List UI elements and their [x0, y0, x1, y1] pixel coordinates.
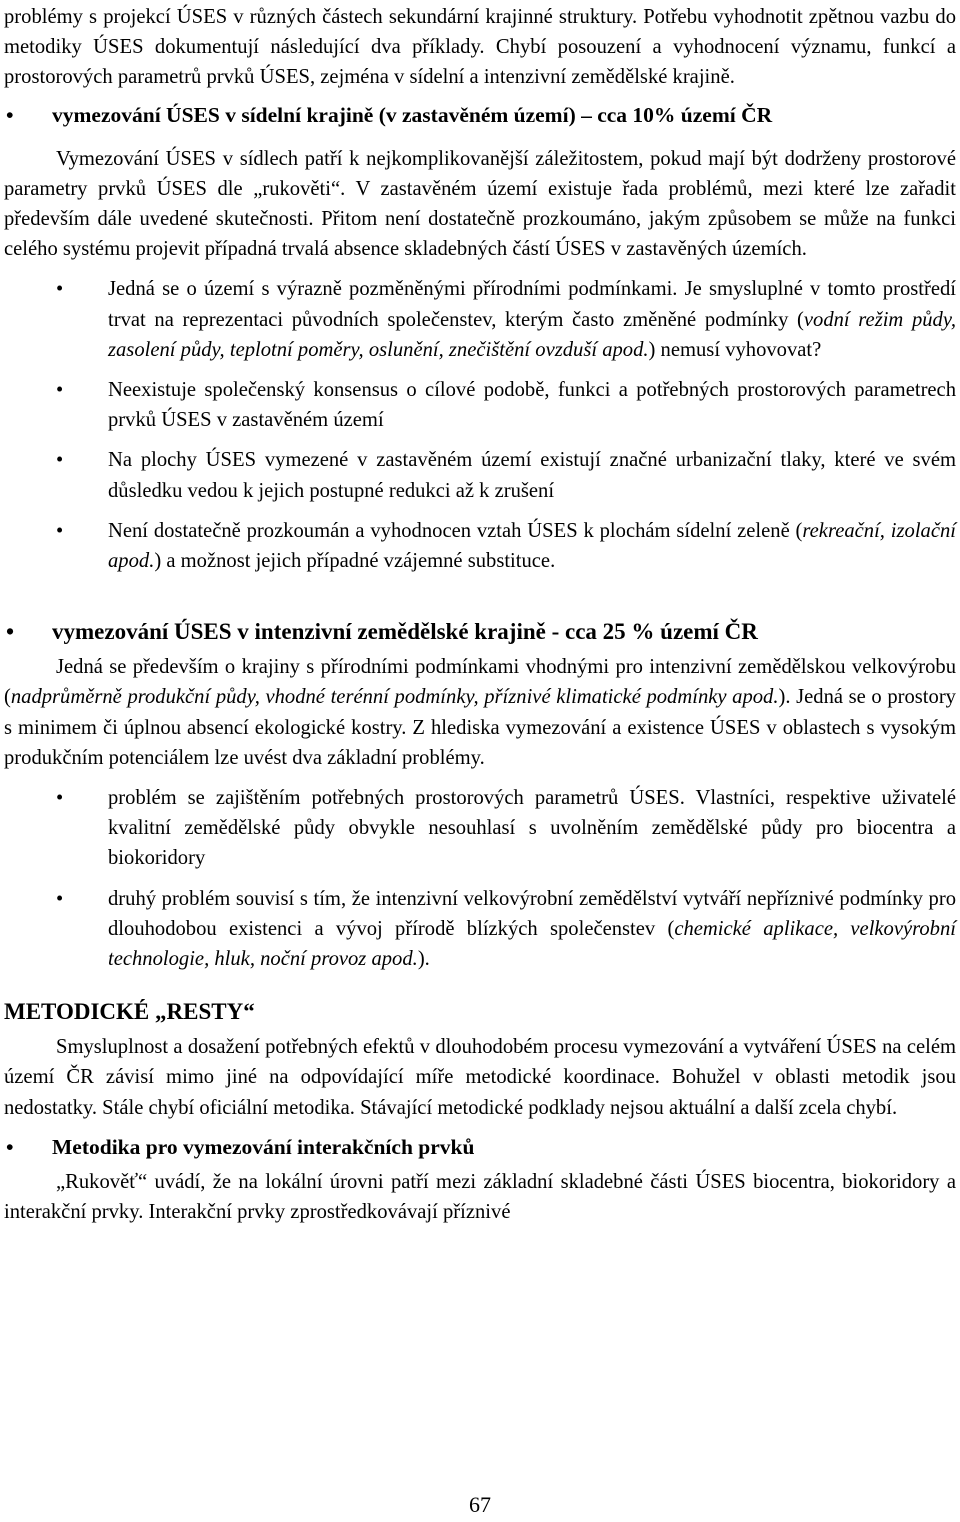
list-item — [4, 445, 956, 505]
list-item-text: Neexistuje společenský konsensus o cílové podobě, funkci a potřebných prostorových parametrech prvků ÚSES v zastavěném území — [108, 379, 956, 432]
bullet-icon: • — [56, 787, 64, 810]
list-item — [4, 375, 956, 435]
list-item — [4, 274, 956, 365]
settlement-bullet-list — [4, 274, 956, 576]
heading-text: vymezování ÚSES v intenzivní zemědělské krajině - cca 25 % území ČR — [52, 619, 758, 645]
bullet-icon: • — [56, 887, 64, 910]
list-item — [4, 516, 956, 576]
bullet-icon: • — [6, 619, 15, 645]
document-page — [4, 2, 956, 1227]
list-item — [4, 783, 956, 874]
list-item-text: Na plochy ÚSES vymezené v zastavěném území existují značné urbanizační tlaky, které ve svém důsledku vedou k jejich postupné redukci až k zrušení — [108, 449, 956, 502]
bullet-icon: • — [6, 102, 14, 127]
methodical-paragraph: Smysluplnost a dosažení potřebných efektů v dlouhodobém procesu vymezování a vytváření ÚSES na celém území ČR závisí mimo jiné na odpovídající míře metodické koordinace. Bohužel v oblasti metodik jsou nedostatky. Stále chybí oficiální metodika. Stávající metodické podklady nejsou aktuální a další zcela chybí. — [4, 1036, 956, 1119]
section-heading-agricultural-landscape — [4, 616, 956, 648]
heading-text: vymezování ÚSES v sídelní krajině (v zastavěném území) – cca 10% území ČR — [52, 102, 773, 127]
list-item — [4, 884, 956, 975]
list-item-text: Není dostatečně prozkoumán a vyhodnocen vztah ÚSES k plochám sídelní zeleně (rekreační, izolační apod.) a možnost jejich případné vzájemné substituce. — [108, 519, 956, 573]
bullet-icon: • — [56, 278, 64, 301]
list-item-text: Jedná se o území s výrazně pozměněnými přírodními podmínkami. Je smysluplné v tomto prostředí trvat na reprezentaci původních společenstev, kterým často změněné podmínky (vodní režim půdy, zasolení půdy, teplotní poměry, oslunění, znečištění ovzduší apod.) nemusí vyhovovat? — [108, 278, 957, 361]
settlement-paragraph: Vymezování ÚSES v sídlech patří k nejkomplikovanější záležitostem, pokud mají být dodrženy prostorové parametry prvků ÚSES dle „rukověti“. V zastavěném území existuje řada problémů, mezi které lze zařadit především dále uvedené skutečnosti. Přitom není dostatečně prozkoumáno, jakým způsobem se může na funkci celého systému projevit případná trvalá absence skladebných částí ÚSES v zastavěných územích. — [4, 147, 956, 261]
agricultural-paragraph: Jedná se především o krajiny s přírodními podmínkami vhodnými pro intenzivní zemědělskou velkovýrobu (nadprůměrně produkční půdy, vhodné terénní podmínky, příznivé klimatické podmínky apod.). Jedná se o prostory s minimem či úplnou absencí ekologické kostry. Z hlediska vymezování a existence ÚSES v oblastech s vysokým produkčním potenciálem lze uvést dva základní problémy. — [4, 656, 956, 769]
bullet-icon: • — [56, 449, 64, 472]
intro-paragraph: problémy s projekcí ÚSES v různých částech sekundární krajinné struktury. Potřebu vyhodnotit zpětnou vazbu do metodiky ÚSES dokumentují následující dva příklady. Chybí posouzení a vyhodnocení významu, funkcí a prostorových parametrů prvků ÚSES, zejména v sídelní a intenzivní zemědělské krajině. — [4, 6, 956, 89]
agricultural-bullet-list — [4, 783, 956, 974]
list-item-text: druhý problém souvisí s tím, že intenzivní velkovýrobní zemědělství vytváří nepříznivé podmínky pro dlouhodobou existenci a vývoj přírodě blízkých společenstev (chemické aplikace, velkovýrobní technologie, hluk, noční provoz apod.). — [108, 887, 956, 971]
page-number: 67 — [469, 1492, 491, 1517]
heading-text: Metodika pro vymezování interakčních prvků — [52, 1134, 475, 1159]
bullet-icon: • — [56, 519, 64, 542]
section-heading-methodical-arrears: METODICKÉ „RESTY“ — [4, 999, 255, 1025]
bullet-icon: • — [6, 1134, 14, 1159]
interaction-paragraph: „Rukověť“ uvádí, že na lokální úrovni patří mezi základní skladebné části ÚSES biocentra, biokoridory a interakční prvky. Interakční prvky zprostředkovávají příznivé — [4, 1170, 956, 1224]
section-heading-interaction-elements — [4, 1131, 956, 1163]
section-heading-settlement-landscape — [4, 99, 956, 131]
list-item-text: problém se zajištěním potřebných prostorových parametrů ÚSES. Vlastníci, respektive uživatelé kvalitní zemědělské půdy obvykle nesouhlasí s uvolněním zemědělské půdy pro biocentra a biokoridory — [108, 787, 956, 870]
bullet-icon: • — [56, 379, 64, 402]
